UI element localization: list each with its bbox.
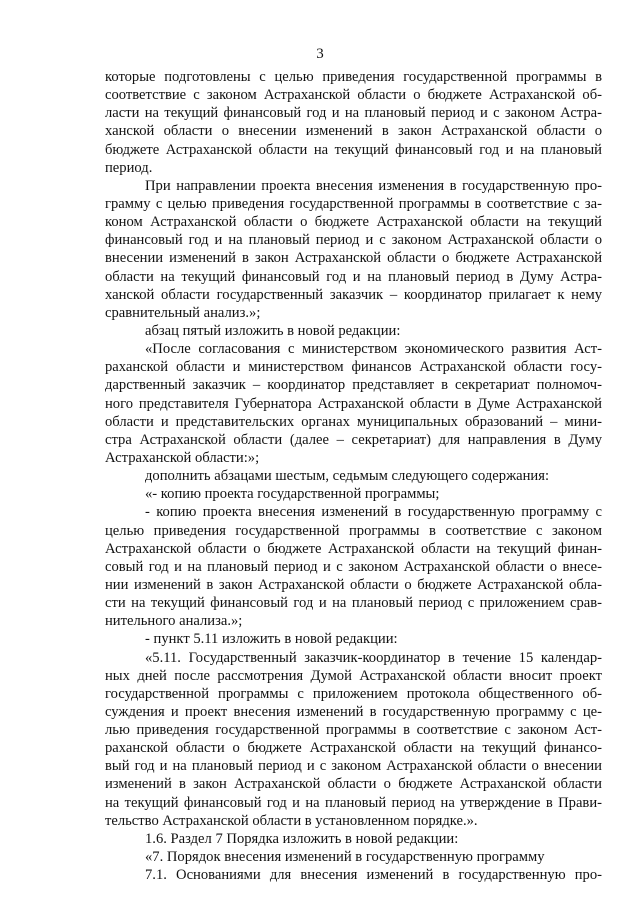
text-line: ханской области государственный заказчик – координатор прилагает к нему [105,286,602,303]
text-line: Астраханской области:»; [105,449,260,466]
text-line: нительного анализа.»; [105,613,243,630]
text-line: ласти на текущий финансовый год и на плановый период и с законом Астра- [105,105,602,122]
text-line: абзац пятый изложить в новой редакции: [145,322,401,339]
text-line: коном Астраханской области о бюджете Астраханской области на текущий [105,214,602,231]
text-line: суждения и проект внесения изменений в государственную программу с це- [105,703,602,720]
text-line: целью приведения государственной программы в соответствие с законом [105,522,602,539]
text-line: тельство Астраханской области в установленном порядке.». [105,812,478,829]
text-line: ных дней после рассмотрения Думой Астраханской области вносит проект [105,667,602,684]
text-line: 1.6. Раздел 7 Порядка изложить в новой редакции: [145,830,459,847]
text-line: которые подготовлены с целью приведения государственной программы в [105,69,602,85]
text-line: стра Астраханской области (далее – секретариат) для направления в Думу [105,431,602,448]
text-line: раханской области и министерством финансов Астраханской области госу- [105,359,602,376]
text-line: государственной программы с приложением протокола общественного об- [105,685,602,702]
text-line: - копию проекта внесения изменений в государственную программу с [145,504,602,521]
page-number: 3 [316,46,324,62]
text-line: бюджете Астраханской области на текущий финансовый год и на плановый [105,141,602,158]
text-line: «После согласования с министерством экономического развития Аст- [145,341,602,358]
text-line: нии изменений в закон Астраханской области о бюджете Астраханской обла- [105,576,602,593]
text-line: вый год и на плановый период и с законом Астраханской области о внесении [105,758,602,775]
text-line: изменений в закон Астраханской области о бюджете Астраханской области [105,776,602,793]
text-line: ханской области о внесении изменений в закон Астраханской области о [105,123,602,140]
text-line: финансовый год и на плановый период и с законом Астраханской области о [105,232,602,249]
text-line: сравнительный анализ.»; [105,304,261,321]
text-line: «7. Порядок внесения изменений в государственную программу [145,849,545,866]
text-line: области и представительских органах муниципальных образований – мини- [105,413,602,430]
text-line: грамму с целью приведения государственной программы в соответствие с за- [105,195,602,212]
text-line: При направлении проекта внесения изменения в государственную про- [145,177,602,194]
text-line: сти на текущий финансовый год и на плановый период с приложением срав- [105,595,602,612]
text-line: дополнить абзацами шестым, седьмым следующего содержания: [145,468,550,485]
text-line: дарственный заказчик – координатор представляет в секретариат полномоч- [105,377,602,394]
text-line: 7.1. Основаниями для внесения изменений в государственную про- [145,867,602,884]
text-line: области на текущий финансовый год и на плановый период в Думу Астра- [105,268,602,285]
text-line: соответствие с законом Астраханской области о бюджете Астраханской об- [105,87,602,104]
text-line: ного представителя Губернатора Астраханской области в Думе Астраханской [105,395,602,412]
text-line: внесении изменений в закон Астраханской области о бюджете Астраханской [105,250,602,267]
text-line: «- копию проекта государственной программы; [145,486,440,503]
text-line: «5.11. Государственный заказчик-координатор в течение 15 календар- [145,649,602,666]
text-line: период. [105,159,153,176]
text-line: на текущий финансовый год и на плановый период на утверждение в Прави- [105,794,602,811]
text-line: - пункт 5.11 изложить в новой редакции: [145,631,398,648]
text-line: Астраханской области о бюджете Астраханской области на текущий финан- [105,540,602,557]
text-line: раханской области о бюджете Астраханской области на текущий финансо- [105,740,602,757]
document-body [105,68,602,884]
text-line: лью приведения государственной программы в соответствие с законом Аст- [105,722,602,739]
text-line: совый год и на плановый период и с законом Астраханской области о внесе- [105,558,602,575]
